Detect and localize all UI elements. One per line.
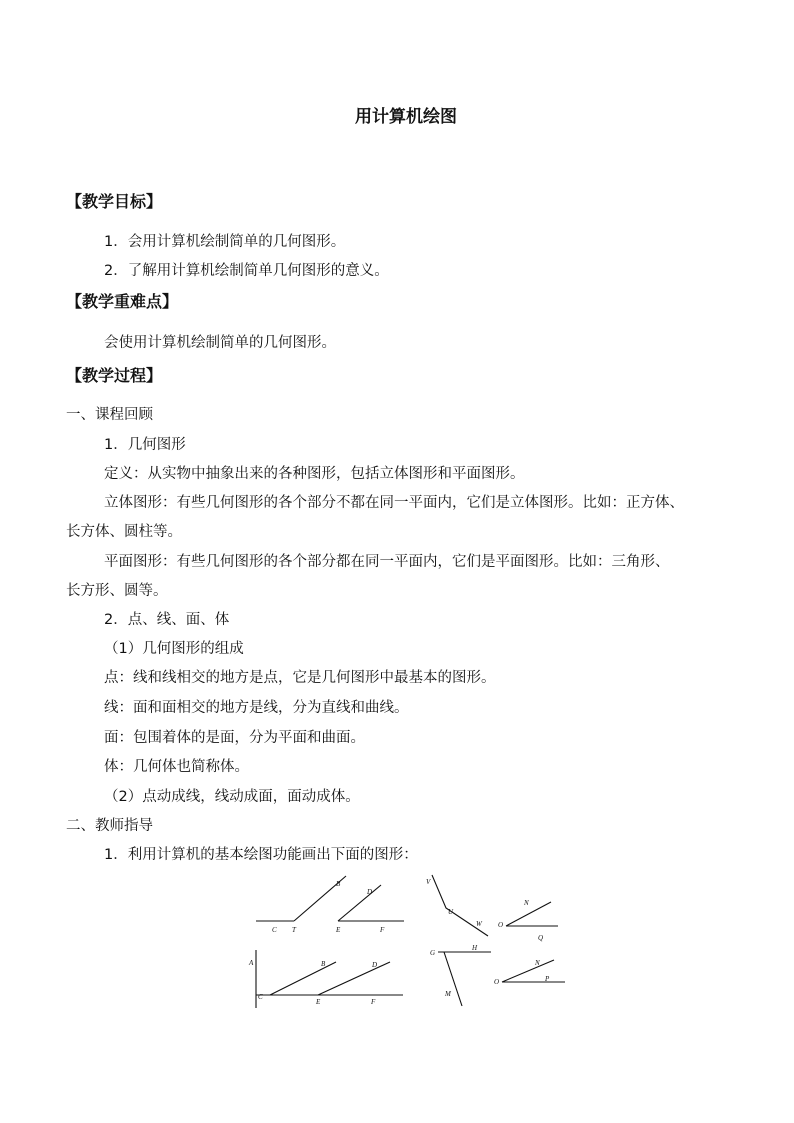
definition-text: 定义：从实物中抽象出来的各种图形，包括立体图形和平面图形。 xyxy=(104,466,525,482)
page-title: 用计算机绘图 xyxy=(355,107,457,127)
point-label: W xyxy=(476,920,482,928)
section-heading-goals: 【教学目标】 xyxy=(66,192,163,211)
face-text: 面：包围着体的是面，分为平面和曲面。 xyxy=(104,730,365,746)
point-label: B xyxy=(336,880,341,888)
part-heading: 二、教师指导 xyxy=(66,818,153,834)
point-label: H xyxy=(472,944,478,952)
point-label: F xyxy=(380,926,385,934)
plane-text-cont: 长方形、圆等。 xyxy=(66,583,168,599)
point-label: U xyxy=(448,908,454,916)
point-label: Q xyxy=(538,934,544,942)
section-heading-keypoints: 【教学重难点】 xyxy=(66,292,179,311)
point-label: P xyxy=(545,975,550,983)
item-heading: 2．点、线、面、体 xyxy=(104,612,230,628)
point-label: V xyxy=(426,878,431,886)
segment xyxy=(318,962,390,995)
point-label: F xyxy=(371,998,376,1006)
point-label: N xyxy=(524,899,529,907)
geometry-figure xyxy=(248,868,570,1013)
point-label: E xyxy=(316,998,321,1006)
solid-text: 立体图形：有些几何图形的各个部分不都在同一平面内，它们是立体图形。比如：正方体、 xyxy=(104,495,684,511)
item-heading: 1．几何图形 xyxy=(104,437,186,453)
section-heading-process: 【教学过程】 xyxy=(66,366,163,385)
segment xyxy=(338,885,381,921)
point-label: T xyxy=(292,926,296,934)
goal-item: 1．会用计算机绘制简单的几何图形。 xyxy=(104,234,346,250)
point-label: C xyxy=(258,993,263,1001)
point-label: D xyxy=(367,888,373,896)
point-label: D xyxy=(372,961,378,969)
point-label: N xyxy=(535,959,540,967)
point-label: B xyxy=(321,960,326,968)
goal-item: 2．了解用计算机绘制简单几何图形的意义。 xyxy=(104,263,389,279)
body-text: 体：几何体也简称体。 xyxy=(104,759,249,775)
keypoint-text: 会使用计算机绘制简单的几何图形。 xyxy=(104,335,336,351)
solid-text-cont: 长方体、圆柱等。 xyxy=(66,524,182,540)
point-label: A xyxy=(249,959,254,967)
point-label: C xyxy=(272,926,277,934)
point-label: G xyxy=(430,949,436,957)
sub-heading: （2）点动成线，线动成面，面动成体。 xyxy=(104,789,360,805)
point-text: 点：线和线相交的地方是点，它是几何图形中最基本的图形。 xyxy=(104,670,496,686)
point-label: E xyxy=(336,926,341,934)
part-heading: 一、课程回顾 xyxy=(66,407,153,423)
plane-text: 平面图形：有些几何图形的各个部分都在同一平面内，它们是平面图形。比如：三角形、 xyxy=(104,554,670,570)
point-label: O xyxy=(498,921,504,929)
line-text: 线：面和面相交的地方是线，分为直线和曲线。 xyxy=(104,700,409,716)
sub-heading: （1）几何图形的组成 xyxy=(104,641,244,657)
point-label: O xyxy=(494,978,500,986)
item-heading: 1．利用计算机的基本绘图功能画出下面的图形： xyxy=(104,847,418,863)
segment xyxy=(270,962,336,995)
point-label: M xyxy=(445,990,451,998)
